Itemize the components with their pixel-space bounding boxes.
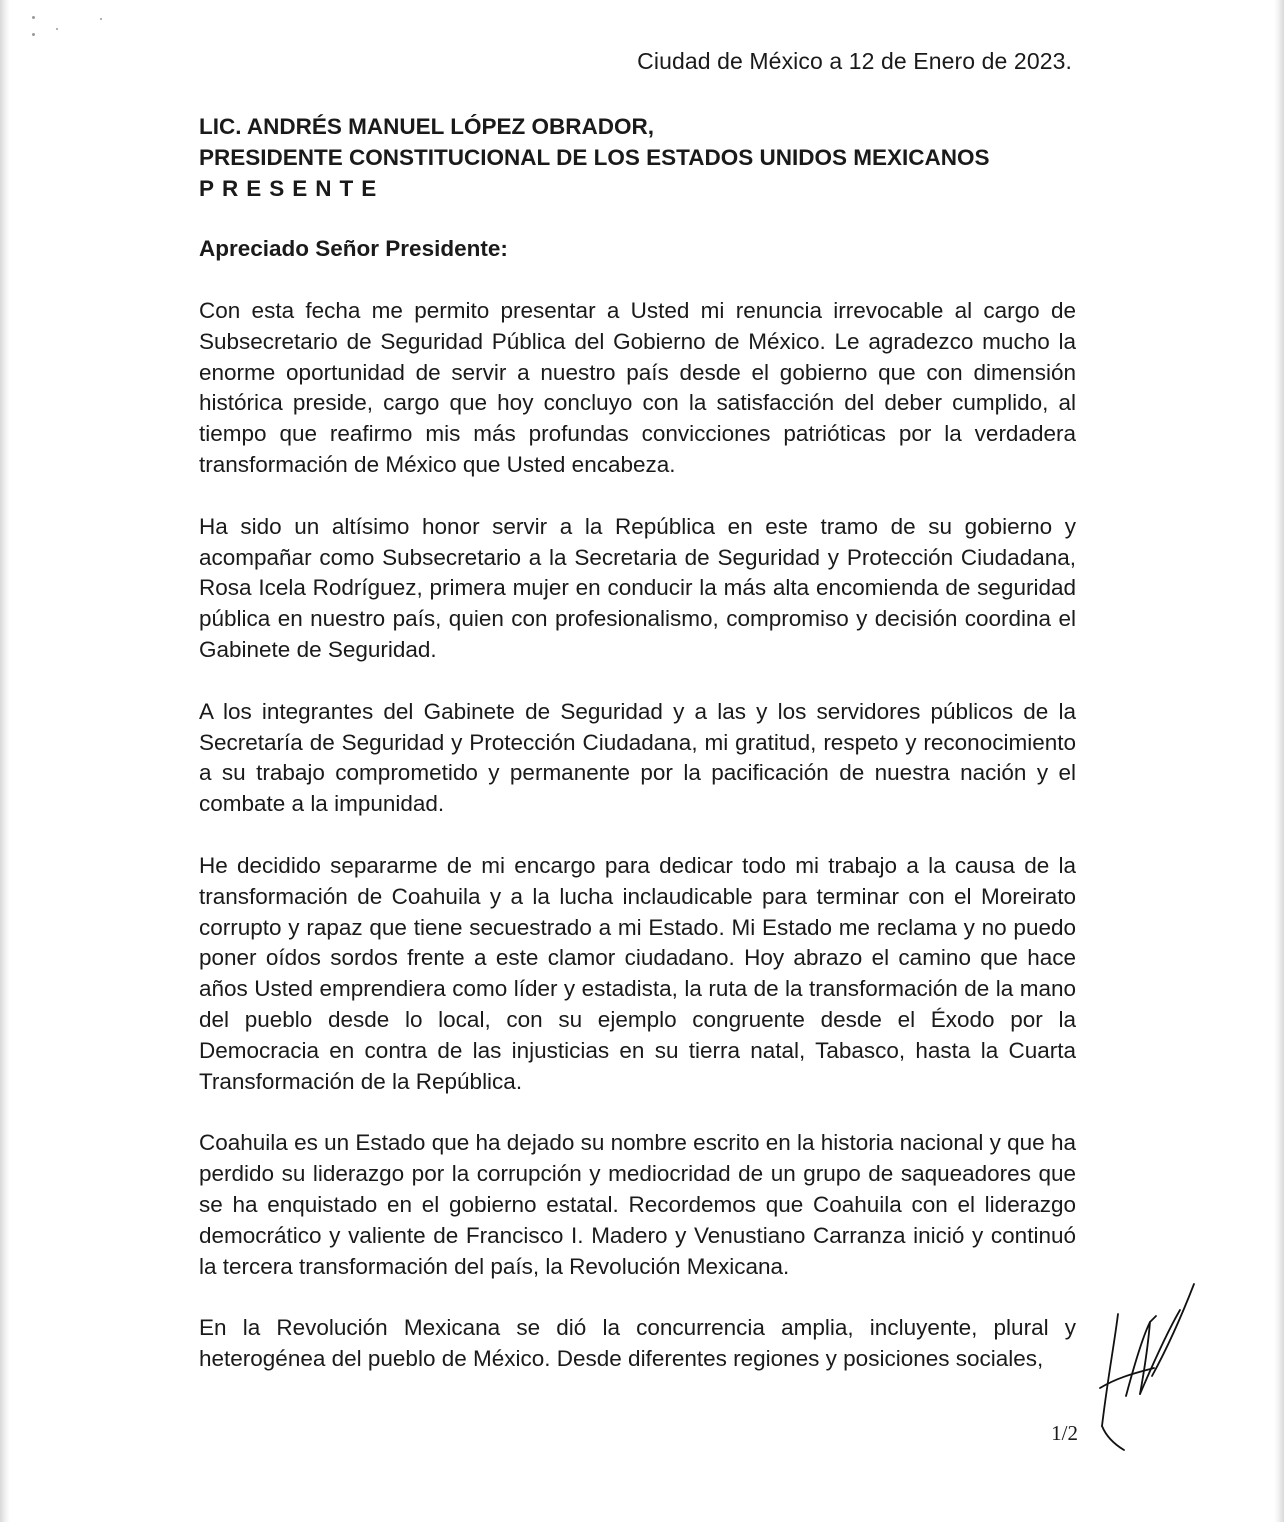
presente-line: PRESENTE (199, 176, 385, 201)
scan-speck (100, 18, 102, 20)
paragraph-gratitude: A los integrantes del Gabinete de Seguridad y a las y los servidores públicos de la Secretaría de Seguridad y Protección Ciudadana, mi gratitud, respeto y reconocimiento a su trabajo comprometido y permanente por la pacificación de nuestra nación y el combate a la impunidad. (199, 698, 1076, 817)
addressee-title: PRESIDENTE CONSTITUCIONAL DE LOS ESTADOS UNIDOS MEXICANOS (199, 145, 990, 170)
signature-initials-icon (1090, 1276, 1210, 1456)
letter-date: Ciudad de México a 12 de Enero de 2023. (637, 48, 1072, 74)
scan-speck (32, 16, 35, 19)
paragraph-coahuila-history: Coahuila es un Estado que ha dejado su nombre escrito en la historia nacional y que ha perdido su liderazgo por la corrupción y mediocridad de un grupo de saqueadores que se ha enquistado en el gobierno estatal. Recordemos que Coahuila con el liderazgo democrático y valiente de Francisco I. Madero y Venustiano Carranza inició y continuó la tercera transformación del país, la Revolución Mexicana. (199, 1130, 1076, 1279)
paragraph-revolution: En la Revolución Mexicana se dió la concurrencia amplia, incluyente, plural y heterogénea del pueblo de México. Desde diferentes regiones y posiciones sociales, (199, 1315, 1076, 1372)
salutation: Apreciado Señor Presidente: (199, 236, 508, 261)
page-number: 1/2 (1051, 1421, 1078, 1445)
addressee-name: LIC. ANDRÉS MANUEL LÓPEZ OBRADOR, (199, 114, 655, 139)
paragraph-resignation: Con esta fecha me permito presentar a Usted mi renuncia irrevocable al cargo de Subsecretario de Seguridad Pública del Gobierno de México. Le agradezco mucho la enorme oportunidad de servir a nuestro país desde el gobierno que con dimensión histórica preside, cargo que hoy concluyo con la satisfacción del deber cumplido, al tiempo que reafirmo mis más profundas convicciones patrióticas por la verdadera transformación de México que Usted encabeza. (199, 298, 1076, 477)
page-left-edge (0, 0, 10, 1522)
page-right-edge (1274, 0, 1284, 1522)
addressee-block (199, 111, 990, 204)
scan-speck (56, 28, 58, 30)
scan-speck (32, 33, 35, 36)
paragraph-coahuila-decision: He decidido separarme de mi encargo para dedicar todo mi trabajo a la causa de la transformación de Coahuila y a la lucha inclaudicable para terminar con el Moreirato corrupto y rapaz que tiene secuestrado a mi Estado. Mi Estado me reclama y no puedo poner oídos sordos frente a este clamor ciudadano. Hoy abrazo el camino que hace años Usted emprendiera como líder y estadista, la ruta de la transformación de la mano del pueblo desde lo local, con su ejemplo congruente desde el Éxodo por la Democracia en contra de las injusticias en su tierra natal, Tabasco, hasta la Cuarta Transformación de la República. (199, 852, 1076, 1094)
letter-body (199, 296, 1076, 1406)
paragraph-honor: Ha sido un altísimo honor servir a la República en este tramo de su gobierno y acompañar como Subsecretario a la Secretaria de Seguridad y Protección Ciudadana, Rosa Icela Rodríguez, primera mujer en conducir la más alta encomienda de seguridad pública en nuestro país, quien con profesionalismo, compromiso y decisión coordina el Gabinete de Seguridad. (199, 513, 1076, 662)
